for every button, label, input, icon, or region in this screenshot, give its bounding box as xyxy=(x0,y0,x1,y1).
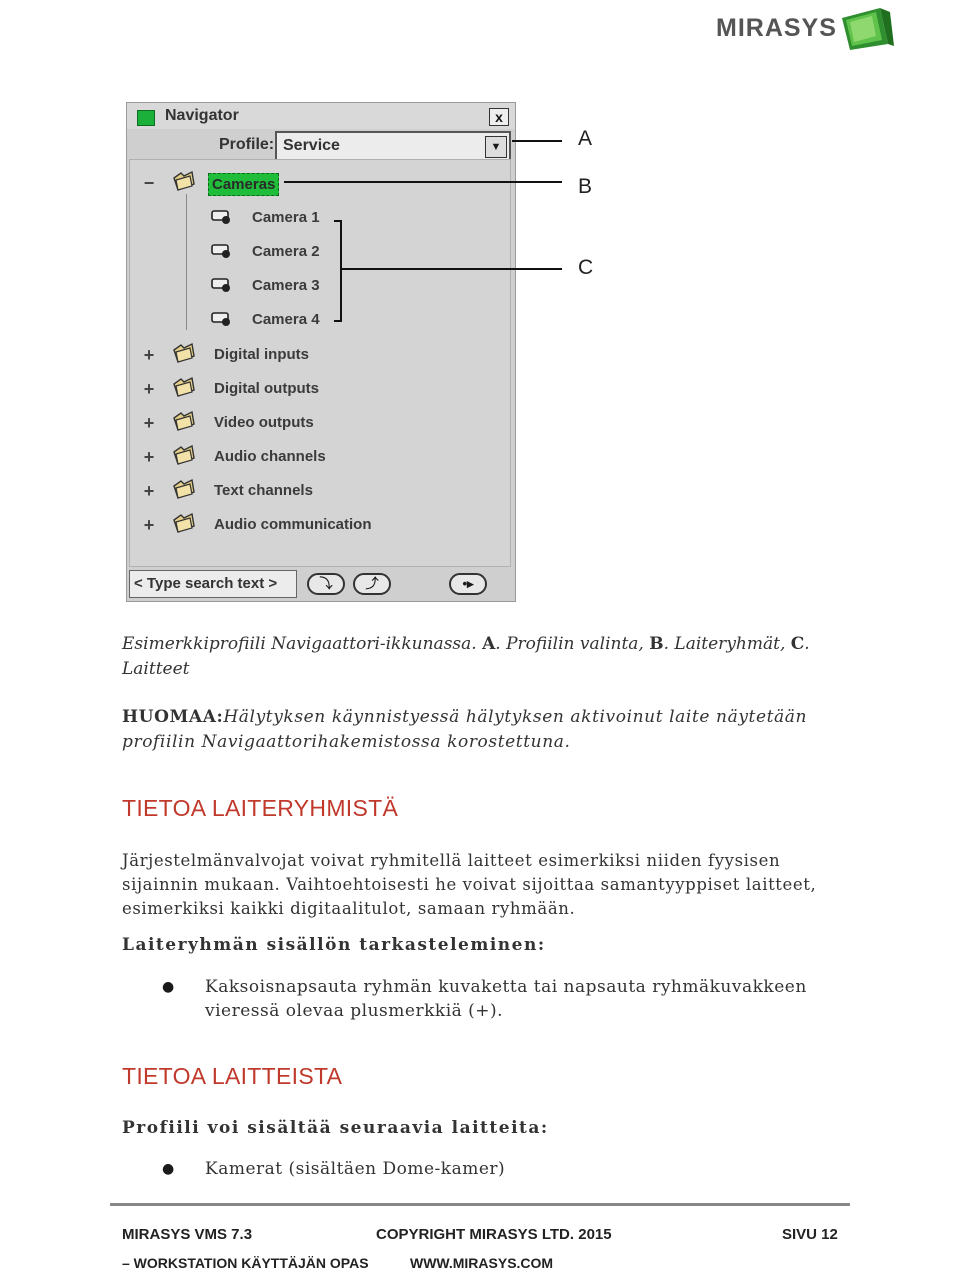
tree-connector xyxy=(186,194,187,330)
caption-text: . Profiilin valinta, xyxy=(495,634,650,654)
callout-bracket-bottom xyxy=(334,320,342,322)
section-paragraph: Järjestelmänvalvojat voivat ryhmitellä laitteet esimerkiksi niiden fyysisen sijainnin mukaan. Vaihtoehtoisesti he voivat sijoittaa samantyyppiset laitteet, esimerkiksi kaikki digitaalitulot, samaan ryhmään. xyxy=(122,851,817,918)
tree-group-video-outputs[interactable]: Video outputs xyxy=(214,414,314,431)
section-heading-device-groups: TIETOA LAITERYHMISTÄ xyxy=(122,795,399,821)
search-up-button[interactable]: ⤴ xyxy=(353,573,391,595)
close-icon[interactable]: x xyxy=(489,108,509,126)
tree-group-audio-channels[interactable]: Audio channels xyxy=(214,448,326,465)
tree-item-camera-4[interactable]: Camera 4 xyxy=(252,311,320,328)
expand-icon[interactable]: + xyxy=(143,447,155,467)
folder-icon xyxy=(172,512,196,534)
search-down-button[interactable]: ⤵ xyxy=(307,573,345,595)
callout-line-c xyxy=(340,268,562,270)
caption-text: Esimerkkiprofiili Navigaattori-ikkunassa. xyxy=(122,634,483,654)
camera-icon xyxy=(210,240,236,260)
footer-guide: – WORKSTATION KÄYTTÄJÄN OPAS xyxy=(122,1255,369,1271)
device-tree xyxy=(129,159,511,567)
bullet-item: Kamerat (sisältäen Dome-kamer) xyxy=(205,1159,506,1179)
section-heading-devices: TIETOA LAITTEISTA xyxy=(122,1063,343,1089)
profile-selected-value: Service xyxy=(283,137,340,154)
search-input[interactable] xyxy=(129,570,297,598)
search-placeholder: < Type search text > xyxy=(134,575,278,592)
camera-icon xyxy=(210,206,236,226)
figure-caption xyxy=(122,632,862,682)
folder-icon xyxy=(172,410,196,432)
section-subheading: Profiili voi sisältää seuraavia laitteita: xyxy=(122,1118,549,1138)
callout-line-a xyxy=(512,140,562,142)
chevron-down-icon[interactable]: ▼ xyxy=(485,136,507,158)
footer-divider xyxy=(110,1203,850,1206)
footer-copyright: COPYRIGHT MIRASYS LTD. 2015 xyxy=(376,1226,612,1243)
tree-group-text-channels[interactable]: Text channels xyxy=(214,482,313,499)
callout-c: C xyxy=(578,256,594,279)
profile-label: Profile: xyxy=(219,136,275,153)
footer-url[interactable]: WWW.MIRASYS.COM xyxy=(410,1255,554,1271)
tree-group-audio-communication[interactable]: Audio communication xyxy=(214,516,372,533)
tree-group-digital-inputs[interactable]: Digital inputs xyxy=(214,346,309,363)
callout-line-b xyxy=(284,181,562,183)
caption-text: . Laiteryhmät, xyxy=(663,634,791,654)
caption-letter-a: A xyxy=(482,634,496,654)
note-label: HUOMAA: xyxy=(122,707,224,727)
tree-item-camera-1[interactable]: Camera 1 xyxy=(252,209,320,226)
callout-a: A xyxy=(578,127,593,150)
expand-icon[interactable]: + xyxy=(143,481,155,501)
folder-icon xyxy=(172,478,196,500)
expand-icon[interactable]: + xyxy=(143,345,155,365)
camera-icon xyxy=(210,274,236,294)
tree-group-cameras[interactable]: Cameras xyxy=(208,173,279,196)
navigator-titlebar xyxy=(127,103,515,129)
expand-icon[interactable]: + xyxy=(143,379,155,399)
expand-icon[interactable]: + xyxy=(143,515,155,535)
bullet-icon: ● xyxy=(162,979,175,995)
folder-icon xyxy=(172,376,196,398)
callout-bracket xyxy=(340,220,342,322)
footer-product: MIRASYS VMS 7.3 xyxy=(122,1226,253,1243)
folder-icon xyxy=(172,444,196,466)
bullet-item: Kaksoisnapsauta ryhmän kuvaketta tai napsauta ryhmäkuvakkeen vieressä olevaa plusmerkkiä (+). xyxy=(205,977,807,1021)
tree-group-digital-outputs[interactable]: Digital outputs xyxy=(214,380,319,397)
caption-letter-c: C xyxy=(790,634,805,654)
tree-item-camera-2[interactable]: Camera 2 xyxy=(252,243,320,260)
navigator-app-icon xyxy=(137,110,155,126)
callout-b: B xyxy=(578,175,593,198)
caption-letter-b: B xyxy=(649,634,664,654)
logo-text: MIRASYS xyxy=(716,14,837,42)
section-subheading: Laiteryhmän sisällön tarkasteleminen: xyxy=(122,935,546,955)
navigator-window xyxy=(126,102,516,602)
collapse-icon[interactable]: − xyxy=(143,173,155,193)
folder-icon xyxy=(172,342,196,364)
footer-page-number: SIVU 12 xyxy=(782,1226,838,1243)
navigator-title: Navigator xyxy=(165,107,239,124)
bullet-icon: ● xyxy=(162,1161,175,1177)
logo-mark-icon xyxy=(836,4,896,52)
expand-icon[interactable]: + xyxy=(143,413,155,433)
note xyxy=(122,705,862,755)
note-text: Hälytyksen käynnistyessä hälytyksen aktivoinut laite näytetään profiilin Navigaattorihakemistossa korostettuna. xyxy=(122,707,808,752)
caption-text: . Laitteet xyxy=(122,634,810,679)
folder-icon xyxy=(172,170,196,192)
tree-item-camera-3[interactable]: Camera 3 xyxy=(252,277,320,294)
camera-icon xyxy=(210,308,236,328)
profile-select[interactable] xyxy=(275,131,511,161)
search-options-button[interactable]: •▸ xyxy=(449,573,487,595)
